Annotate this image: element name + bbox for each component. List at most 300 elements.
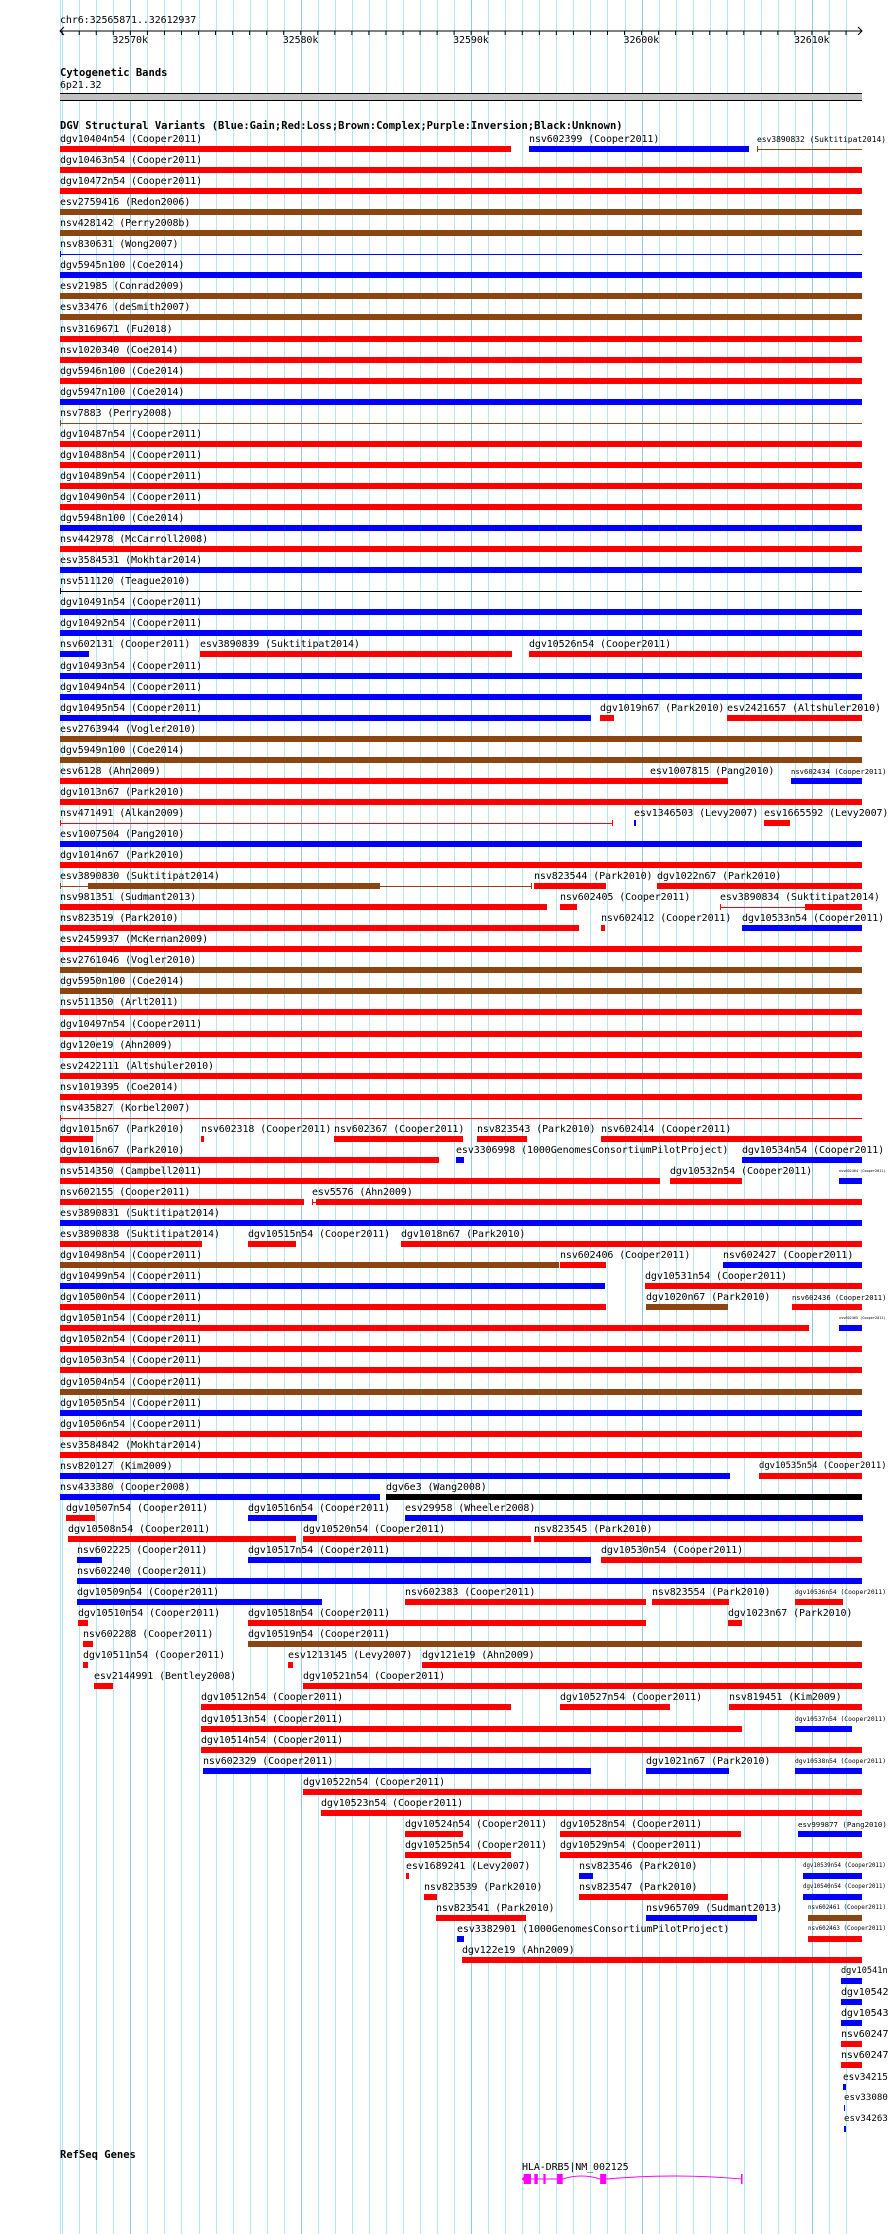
variant-label[interactable]: nsv1020340 (Coe2014)	[60, 345, 179, 356]
variant-bar[interactable]	[560, 1262, 606, 1268]
variant-label[interactable]: esv34215	[843, 2072, 888, 2083]
variant-label[interactable]: nsv511350 (Arlt2011)	[60, 997, 179, 1008]
variant-label[interactable]: dgv10523n54 (Cooper2011)	[321, 1798, 464, 1809]
variant-bar[interactable]	[68, 1536, 296, 1542]
variant-label[interactable]: dgv120e19 (Ahn2009)	[60, 1040, 173, 1051]
variant-label[interactable]: dgv122e19 (Ahn2009)	[462, 1945, 575, 1956]
variant-label[interactable]: esv3890839 (Suktitipat2014)	[200, 639, 360, 650]
variant-bar[interactable]	[60, 525, 862, 531]
variant-label[interactable]: nsv965709 (Sudmant2013)	[646, 1903, 783, 1914]
variant-bar[interactable]	[646, 1915, 757, 1921]
variant-label[interactable]: esv2459937 (McKernan2009)	[60, 934, 209, 945]
variant-bar[interactable]	[248, 1241, 296, 1247]
variant-bar[interactable]	[60, 630, 862, 636]
variant-label[interactable]: dgv10526n54 (Cooper2011)	[529, 639, 672, 650]
variant-label[interactable]: esv2144991 (Bentley2008)	[94, 1671, 237, 1682]
variant-bar[interactable]	[424, 1894, 437, 1900]
variant-label[interactable]: nsv442978 (McCarroll2008)	[60, 534, 209, 545]
variant-bar[interactable]	[798, 1831, 862, 1837]
variant-label[interactable]: dgv10528n54 (Cooper2011)	[560, 1819, 703, 1830]
variant-label[interactable]: dgv5945n100 (Coe2014)	[60, 260, 185, 271]
variant-bar[interactable]	[405, 1852, 511, 1858]
variant-label[interactable]: nsv471491 (Alkan2009)	[60, 808, 185, 819]
gene-model[interactable]	[0, 2172, 890, 2188]
variant-label[interactable]: esv33476 (deSmith2007)	[60, 302, 191, 313]
variant-bar[interactable]	[60, 293, 862, 299]
variant-label[interactable]: dgv5949n100 (Coe2014)	[60, 745, 185, 756]
variant-label[interactable]: esv34263	[844, 2114, 888, 2124]
variant-label[interactable]: esv3584842 (Mokhtar2014)	[60, 1440, 203, 1451]
variant-bar[interactable]	[601, 1557, 862, 1563]
variant-bar[interactable]	[288, 1662, 293, 1668]
variant-bar[interactable]	[248, 1515, 317, 1521]
cytoband-bar[interactable]	[60, 93, 862, 101]
variant-bar[interactable]	[201, 1726, 742, 1732]
variant-label[interactable]: nsv823544 (Park2010)	[534, 871, 653, 882]
variant-bar[interactable]	[60, 673, 862, 679]
variant-label[interactable]: nsv823554 (Park2010)	[652, 1587, 771, 1598]
variant-bar[interactable]	[60, 904, 547, 910]
variant-bar[interactable]	[77, 1599, 322, 1605]
variant-label[interactable]: nsv514350 (Campbell2011)	[60, 1166, 203, 1177]
variant-label[interactable]: esv3382901 (1000GenomesConsortiumPilotProject)	[457, 1924, 730, 1935]
variant-label[interactable]: nsv823545 (Park2010)	[534, 1524, 653, 1535]
variant-bar[interactable]	[60, 862, 862, 868]
variant-bar[interactable]	[839, 1178, 862, 1184]
variant-bar[interactable]	[60, 167, 862, 173]
variant-bar[interactable]	[791, 778, 862, 784]
variant-label[interactable]: dgv10491n54 (Cooper2011)	[60, 597, 203, 608]
variant-label[interactable]: nsv823543 (Park2010)	[477, 1124, 596, 1135]
variant-bar[interactable]	[248, 1641, 862, 1647]
variant-bar[interactable]	[60, 1262, 559, 1268]
variant-bar[interactable]	[803, 1873, 862, 1879]
variant-label[interactable]: nsv602463 (Cooper2011)	[808, 1926, 887, 1932]
variant-bar[interactable]	[60, 441, 862, 447]
variant-line[interactable]	[757, 149, 862, 150]
variant-bar[interactable]	[334, 1136, 463, 1142]
variant-bar[interactable]	[60, 1136, 93, 1142]
variant-bar[interactable]	[60, 1157, 439, 1163]
variant-label[interactable]: esv29958 (Wheeler2008)	[405, 1503, 536, 1514]
variant-label[interactable]: dgv10517n54 (Cooper2011)	[248, 1545, 391, 1556]
variant-label[interactable]: esv1007815 (Pang2010)	[650, 766, 775, 777]
variant-label[interactable]: esv1689241 (Levy2007)	[406, 1861, 531, 1872]
variant-label[interactable]: dgv10542	[841, 1987, 889, 1998]
variant-bar[interactable]	[670, 1178, 742, 1184]
variant-label[interactable]: esv1346503 (Levy2007)	[634, 808, 759, 819]
variant-label[interactable]: dgv10521n54 (Cooper2011)	[303, 1671, 446, 1682]
variant-line[interactable]	[60, 823, 612, 824]
variant-bar[interactable]	[844, 2126, 846, 2132]
variant-label[interactable]: nsv602318 (Cooper2011)	[201, 1124, 332, 1135]
variant-bar[interactable]	[60, 188, 862, 194]
variant-bar[interactable]	[808, 1915, 862, 1921]
variant-label[interactable]: esv3890830 (Suktitipat2014)	[60, 871, 220, 882]
variant-label[interactable]: dgv10514n54 (Cooper2011)	[201, 1735, 344, 1746]
variant-bar[interactable]	[66, 1515, 95, 1521]
variant-label[interactable]: nsv823539 (Park2010)	[424, 1882, 543, 1893]
variant-bar[interactable]	[795, 1599, 843, 1605]
variant-label[interactable]: nsv602436 (Cooper2011)	[792, 1293, 887, 1302]
variant-bar[interactable]	[60, 1178, 660, 1184]
variant-label[interactable]: esv1007504 (Pang2010)	[60, 829, 185, 840]
variant-label[interactable]: esv2759416 (Redon2006)	[60, 197, 191, 208]
variant-label[interactable]: nsv511120 (Teague2010)	[60, 576, 191, 587]
variant-bar[interactable]	[652, 1599, 729, 1605]
variant-label[interactable]: dgv10518n54 (Cooper2011)	[248, 1608, 391, 1619]
variant-bar[interactable]	[60, 1241, 202, 1247]
variant-bar[interactable]	[60, 1073, 862, 1079]
variant-label[interactable]: esv3890832 (Suktitipat2014)	[757, 135, 887, 144]
variant-bar[interactable]	[60, 1031, 862, 1037]
variant-label[interactable]: dgv10510n54 (Cooper2011)	[78, 1608, 221, 1619]
variant-bar[interactable]	[60, 378, 862, 384]
variant-label[interactable]: dgv10534n54 (Cooper2011)	[742, 1145, 885, 1156]
variant-label[interactable]: nsv60247	[841, 2050, 889, 2061]
variant-bar[interactable]	[657, 883, 862, 889]
variant-bar[interactable]	[405, 1515, 863, 1521]
variant-bar[interactable]	[60, 504, 862, 510]
variant-bar[interactable]	[843, 2084, 846, 2090]
variant-bar[interactable]	[645, 1283, 862, 1289]
variant-label[interactable]: nsv602329 (Cooper2011)	[203, 1756, 334, 1767]
variant-label[interactable]: dgv10537n54 (Cooper2011)	[795, 1716, 886, 1723]
variant-label[interactable]: nsv428142 (Perry2008b)	[60, 218, 191, 229]
variant-label[interactable]: dgv10505n54 (Cooper2011)	[60, 1398, 203, 1409]
variant-label[interactable]: dgv10538n54 (Cooper2011)	[795, 1758, 886, 1765]
variant-bar[interactable]	[579, 1894, 728, 1900]
variant-bar[interactable]	[60, 209, 862, 215]
variant-bar[interactable]	[60, 462, 862, 468]
variant-label[interactable]: dgv10508n54 (Cooper2011)	[68, 1524, 211, 1535]
variant-label[interactable]: dgv10511n54 (Cooper2011)	[83, 1650, 226, 1661]
variant-bar[interactable]	[60, 1389, 862, 1395]
variant-label[interactable]: dgv1020n67 (Park2010)	[646, 1292, 771, 1303]
variant-label[interactable]: dgv10493n54 (Cooper2011)	[60, 661, 203, 672]
variant-label[interactable]: dgv5950n100 (Coe2014)	[60, 976, 185, 987]
variant-bar[interactable]	[477, 1136, 527, 1142]
variant-bar[interactable]	[60, 230, 862, 236]
variant-bar[interactable]	[60, 736, 862, 742]
variant-label[interactable]: dgv10520n54 (Cooper2011)	[303, 1524, 446, 1535]
variant-label[interactable]: dgv10530n54 (Cooper2011)	[601, 1545, 744, 1556]
variant-bar[interactable]	[321, 1810, 862, 1816]
variant-label[interactable]: nsv602464 (Cooper2011)	[839, 1169, 886, 1173]
variant-label[interactable]: dgv1013n67 (Park2010)	[60, 787, 185, 798]
variant-label[interactable]: nsv602288 (Cooper2011)	[83, 1629, 214, 1640]
variant-label[interactable]: dgv10487n54 (Cooper2011)	[60, 429, 203, 440]
variant-label[interactable]: esv2761046 (Vogler2010)	[60, 955, 197, 966]
variant-bar[interactable]	[316, 1199, 862, 1205]
variant-label[interactable]: esv2421657 (Altshuler2010)	[727, 703, 881, 714]
variant-label[interactable]: dgv10404n54 (Cooper2011)	[60, 134, 203, 145]
variant-bar[interactable]	[841, 1999, 862, 2005]
variant-bar[interactable]	[841, 2062, 862, 2068]
variant-bar[interactable]	[303, 1789, 862, 1795]
variant-label[interactable]: dgv10536n54 (Cooper2011)	[795, 1589, 886, 1596]
variant-label[interactable]: esv5576 (Ahn2009)	[312, 1187, 413, 1198]
variant-bar[interactable]	[60, 694, 862, 700]
variant-label[interactable]: dgv10489n54 (Cooper2011)	[60, 471, 203, 482]
variant-bar[interactable]	[406, 1873, 409, 1879]
variant-bar[interactable]	[560, 1704, 670, 1710]
variant-label[interactable]: esv3306998 (1000GenomesConsortiumPilotProject)	[456, 1145, 729, 1156]
variant-bar[interactable]	[94, 1683, 113, 1689]
variant-bar[interactable]	[60, 988, 862, 994]
variant-label[interactable]: nsv602131 (Cooper2011)	[60, 639, 191, 650]
variant-bar[interactable]	[248, 1620, 646, 1626]
variant-label[interactable]: dgv10527n54 (Cooper2011)	[560, 1692, 703, 1703]
variant-bar[interactable]	[60, 1431, 862, 1437]
variant-bar[interactable]	[650, 778, 728, 784]
variant-bar[interactable]	[201, 1136, 204, 1142]
variant-line[interactable]	[60, 1118, 862, 1119]
variant-bar[interactable]	[60, 1283, 605, 1289]
variant-label[interactable]: nsv820127 (Kim2009)	[60, 1461, 173, 1472]
variant-bar[interactable]	[60, 1452, 862, 1458]
variant-bar[interactable]	[60, 946, 862, 952]
variant-bar[interactable]	[60, 1325, 809, 1331]
variant-bar[interactable]	[88, 883, 380, 889]
variant-bar[interactable]	[60, 1199, 304, 1205]
variant-label[interactable]: dgv10522n54 (Cooper2011)	[303, 1777, 446, 1788]
variant-bar[interactable]	[742, 1157, 862, 1163]
variant-bar[interactable]	[405, 1599, 646, 1605]
variant-bar[interactable]	[422, 1662, 862, 1668]
variant-bar[interactable]	[841, 1978, 862, 1984]
variant-bar[interactable]	[78, 1620, 88, 1626]
variant-bar[interactable]	[60, 357, 862, 363]
variant-bar[interactable]	[462, 1957, 862, 1963]
variant-bar[interactable]	[83, 1662, 88, 1668]
variant-label[interactable]: dgv1023n67 (Park2010)	[728, 1608, 853, 1619]
variant-label[interactable]: nsv823547 (Park2010)	[579, 1882, 698, 1893]
variant-label[interactable]: nsv602427 (Cooper2011)	[723, 1250, 854, 1261]
variant-bar[interactable]	[60, 336, 862, 342]
variant-label[interactable]: dgv10503n54 (Cooper2011)	[60, 1355, 203, 1366]
variant-label[interactable]: dgv10519n54 (Cooper2011)	[248, 1629, 391, 1640]
variant-label[interactable]: dgv10495n54 (Cooper2011)	[60, 703, 203, 714]
variant-label[interactable]: dgv5948n100 (Coe2014)	[60, 513, 185, 524]
variant-bar[interactable]	[729, 1704, 862, 1710]
variant-bar[interactable]	[60, 546, 862, 552]
variant-label[interactable]: dgv1019n67 (Park2010)	[600, 703, 725, 714]
variant-label[interactable]: nsv602461 (Cooper2011)	[808, 1905, 887, 1911]
variant-label[interactable]: nsv602240 (Cooper2011)	[77, 1566, 208, 1577]
variant-bar[interactable]	[60, 1304, 606, 1310]
variant-label[interactable]: nsv823546 (Park2010)	[579, 1861, 698, 1872]
variant-label[interactable]: esv21985 (Conrad2009)	[60, 281, 185, 292]
variant-bar[interactable]	[60, 314, 862, 320]
variant-bar[interactable]	[529, 146, 749, 152]
variant-label[interactable]: esv3890831 (Suktitipat2014)	[60, 1208, 220, 1219]
variant-label[interactable]: dgv10525n54 (Cooper2011)	[405, 1840, 548, 1851]
variant-label[interactable]: dgv10497n54 (Cooper2011)	[60, 1019, 203, 1030]
variant-label[interactable]: dgv10512n54 (Cooper2011)	[201, 1692, 344, 1703]
variant-bar[interactable]	[401, 1241, 862, 1247]
variant-label[interactable]: dgv10540n54 (Cooper2011)	[803, 1884, 886, 1890]
variant-bar[interactable]	[60, 1346, 862, 1352]
variant-bar[interactable]	[560, 1831, 741, 1837]
variant-label[interactable]: nsv435827 (Korbel2007)	[60, 1103, 191, 1114]
variant-label[interactable]: dgv10509n54 (Cooper2011)	[77, 1587, 220, 1598]
variant-label[interactable]: dgv1021n67 (Park2010)	[646, 1756, 771, 1767]
variant-bar[interactable]	[792, 1304, 862, 1310]
variant-bar[interactable]	[303, 1683, 862, 1689]
variant-label[interactable]: dgv10488n54 (Cooper2011)	[60, 450, 203, 461]
variant-label[interactable]: nsv602406 (Cooper2011)	[560, 1250, 691, 1261]
variant-bar[interactable]	[60, 1094, 862, 1100]
variant-label[interactable]: nsv602434 (Cooper2011)	[791, 767, 887, 776]
variant-bar[interactable]	[808, 1936, 862, 1942]
variant-label[interactable]: dgv10529n54 (Cooper2011)	[560, 1840, 703, 1851]
variant-bar[interactable]	[60, 1410, 862, 1416]
variant-bar[interactable]	[60, 1494, 380, 1500]
variant-label[interactable]: nsv60247	[841, 2029, 889, 2040]
variant-label[interactable]: nsv602399 (Cooper2011)	[529, 134, 660, 145]
variant-bar[interactable]	[386, 1494, 862, 1500]
variant-bar[interactable]	[60, 272, 862, 278]
variant-label[interactable]: dgv10463n54 (Cooper2011)	[60, 155, 203, 166]
variant-label[interactable]: dgv10506n54 (Cooper2011)	[60, 1419, 203, 1430]
variant-bar[interactable]	[201, 1704, 511, 1710]
variant-label[interactable]: nsv981351 (Sudmant2013)	[60, 892, 197, 903]
variant-label[interactable]: dgv1022n67 (Park2010)	[657, 871, 782, 882]
variant-bar[interactable]	[742, 925, 862, 931]
variant-bar[interactable]	[60, 483, 862, 489]
variant-label[interactable]: dgv5947n100 (Coe2014)	[60, 387, 185, 398]
variant-label[interactable]: nsv602405 (Cooper2011)	[560, 892, 691, 903]
variant-label[interactable]: dgv10507n54 (Cooper2011)	[66, 1503, 209, 1514]
variant-bar[interactable]	[646, 1304, 728, 1310]
variant-bar[interactable]	[60, 651, 89, 657]
variant-label[interactable]: dgv10543	[841, 2008, 889, 2019]
variant-label[interactable]: dgv10513n54 (Cooper2011)	[201, 1714, 344, 1725]
variant-bar[interactable]	[634, 820, 636, 826]
variant-bar[interactable]	[201, 1747, 862, 1753]
variant-label[interactable]: nsv602225 (Cooper2011)	[77, 1545, 208, 1556]
gene-label[interactable]: HLA-DRB5|NM_002125	[522, 2162, 629, 2173]
variant-bar[interactable]	[839, 1325, 862, 1331]
variant-bar[interactable]	[60, 399, 862, 405]
variant-label[interactable]: dgv6e3 (Wang2008)	[386, 1482, 487, 1493]
variant-label[interactable]: nsv823519 (Park2010)	[60, 913, 179, 924]
variant-label[interactable]: dgv10490n54 (Cooper2011)	[60, 492, 203, 503]
variant-bar[interactable]	[560, 1852, 862, 1858]
variant-label[interactable]: dgv5946n100 (Coe2014)	[60, 366, 185, 377]
variant-bar[interactable]	[600, 715, 614, 721]
variant-bar[interactable]	[436, 1915, 526, 1921]
variant-bar[interactable]	[795, 1768, 862, 1774]
variant-label[interactable]: dgv10501n54 (Cooper2011)	[60, 1313, 203, 1324]
variant-label[interactable]: dgv1018n67 (Park2010)	[401, 1229, 526, 1240]
variant-label[interactable]: nsv830631 (Wong2007)	[60, 239, 179, 250]
variant-bar[interactable]	[60, 715, 591, 721]
variant-line[interactable]	[60, 591, 862, 592]
variant-bar[interactable]	[844, 2105, 845, 2111]
variant-label[interactable]: nsv602412 (Cooper2011)	[601, 913, 732, 924]
variant-bar[interactable]	[728, 1620, 742, 1626]
variant-label[interactable]: dgv121e19 (Ahn2009)	[422, 1650, 535, 1661]
variant-label[interactable]: dgv10492n54 (Cooper2011)	[60, 618, 203, 629]
variant-label[interactable]: nsv602367 (Cooper2011)	[334, 1124, 465, 1135]
variant-label[interactable]: nsv823541 (Park2010)	[436, 1903, 555, 1914]
variant-label[interactable]: dgv10502n54 (Cooper2011)	[60, 1334, 203, 1345]
variant-bar[interactable]	[203, 1768, 591, 1774]
variant-label[interactable]: esv33080	[844, 2093, 888, 2103]
variant-bar[interactable]	[60, 609, 862, 615]
variant-bar[interactable]	[534, 883, 606, 889]
variant-label[interactable]: nsv602155 (Cooper2011)	[60, 1187, 191, 1198]
variant-bar[interactable]	[77, 1578, 862, 1584]
variant-bar[interactable]	[456, 1157, 464, 1163]
variant-label[interactable]: dgv10531n54 (Cooper2011)	[645, 1271, 788, 1282]
variant-bar[interactable]	[534, 1536, 862, 1542]
variant-label[interactable]: dgv1014n67 (Park2010)	[60, 850, 185, 861]
variant-label[interactable]: nsv3169671 (Fu2018)	[60, 324, 173, 335]
variant-bar[interactable]	[60, 841, 862, 847]
variant-label[interactable]: esv3890834 (Suktitipat2014)	[720, 892, 880, 903]
variant-bar[interactable]	[764, 820, 790, 826]
variant-line[interactable]	[60, 423, 862, 424]
variant-bar[interactable]	[60, 1052, 862, 1058]
variant-label[interactable]: esv1213145 (Levy2007)	[288, 1650, 413, 1661]
variant-label[interactable]: dgv10541n	[841, 1966, 888, 1976]
variant-label[interactable]: dgv10504n54 (Cooper2011)	[60, 1377, 203, 1388]
variant-label[interactable]: dgv10498n54 (Cooper2011)	[60, 1250, 203, 1261]
variant-label[interactable]: dgv1016n67 (Park2010)	[60, 1145, 185, 1156]
variant-bar[interactable]	[303, 1536, 531, 1542]
variant-bar[interactable]	[248, 1557, 591, 1563]
variant-label[interactable]: nsv1019395 (Coe2014)	[60, 1082, 179, 1093]
variant-bar[interactable]	[457, 1936, 464, 1942]
variant-bar[interactable]	[579, 1873, 593, 1879]
variant-label[interactable]: dgv10515n54 (Cooper2011)	[248, 1229, 391, 1240]
variant-bar[interactable]	[723, 1262, 862, 1268]
variant-bar[interactable]	[60, 146, 511, 152]
variant-bar[interactable]	[60, 1473, 730, 1479]
variant-bar[interactable]	[77, 1557, 102, 1563]
variant-bar[interactable]	[60, 1009, 862, 1015]
variant-bar[interactable]	[60, 967, 862, 973]
variant-bar[interactable]	[803, 1894, 862, 1900]
variant-label[interactable]: dgv10494n54 (Cooper2011)	[60, 682, 203, 693]
variant-label[interactable]: nsv602414 (Cooper2011)	[601, 1124, 732, 1135]
variant-label[interactable]: esv2763944 (Vogler2010)	[60, 724, 197, 735]
variant-bar[interactable]	[60, 925, 579, 931]
variant-label[interactable]: dgv10539n54 (Cooper2011)	[803, 1863, 886, 1869]
variant-bar[interactable]	[60, 567, 862, 573]
variant-line[interactable]	[60, 254, 862, 255]
variant-label[interactable]: dgv10516n54 (Cooper2011)	[248, 1503, 391, 1514]
variant-bar[interactable]	[601, 925, 605, 931]
variant-bar[interactable]	[601, 1136, 862, 1142]
variant-bar[interactable]	[60, 778, 650, 784]
variant-label[interactable]: nsv7883 (Perry2008)	[60, 408, 173, 419]
variant-bar[interactable]	[60, 757, 862, 763]
variant-label[interactable]: dgv10524n54 (Cooper2011)	[405, 1819, 548, 1830]
variant-bar[interactable]	[795, 1726, 852, 1732]
variant-label[interactable]: dgv10532n54 (Cooper2011)	[670, 1166, 813, 1177]
variant-bar[interactable]	[60, 1367, 862, 1373]
variant-bar[interactable]	[60, 799, 862, 805]
variant-label[interactable]: dgv10500n54 (Cooper2011)	[60, 1292, 203, 1303]
variant-bar[interactable]	[560, 904, 577, 910]
variant-bar[interactable]	[60, 1220, 862, 1226]
variant-label[interactable]: esv999877 (Pang2010)	[798, 1820, 887, 1829]
variant-label[interactable]: esv2422111 (Altshuler2010)	[60, 1061, 214, 1072]
